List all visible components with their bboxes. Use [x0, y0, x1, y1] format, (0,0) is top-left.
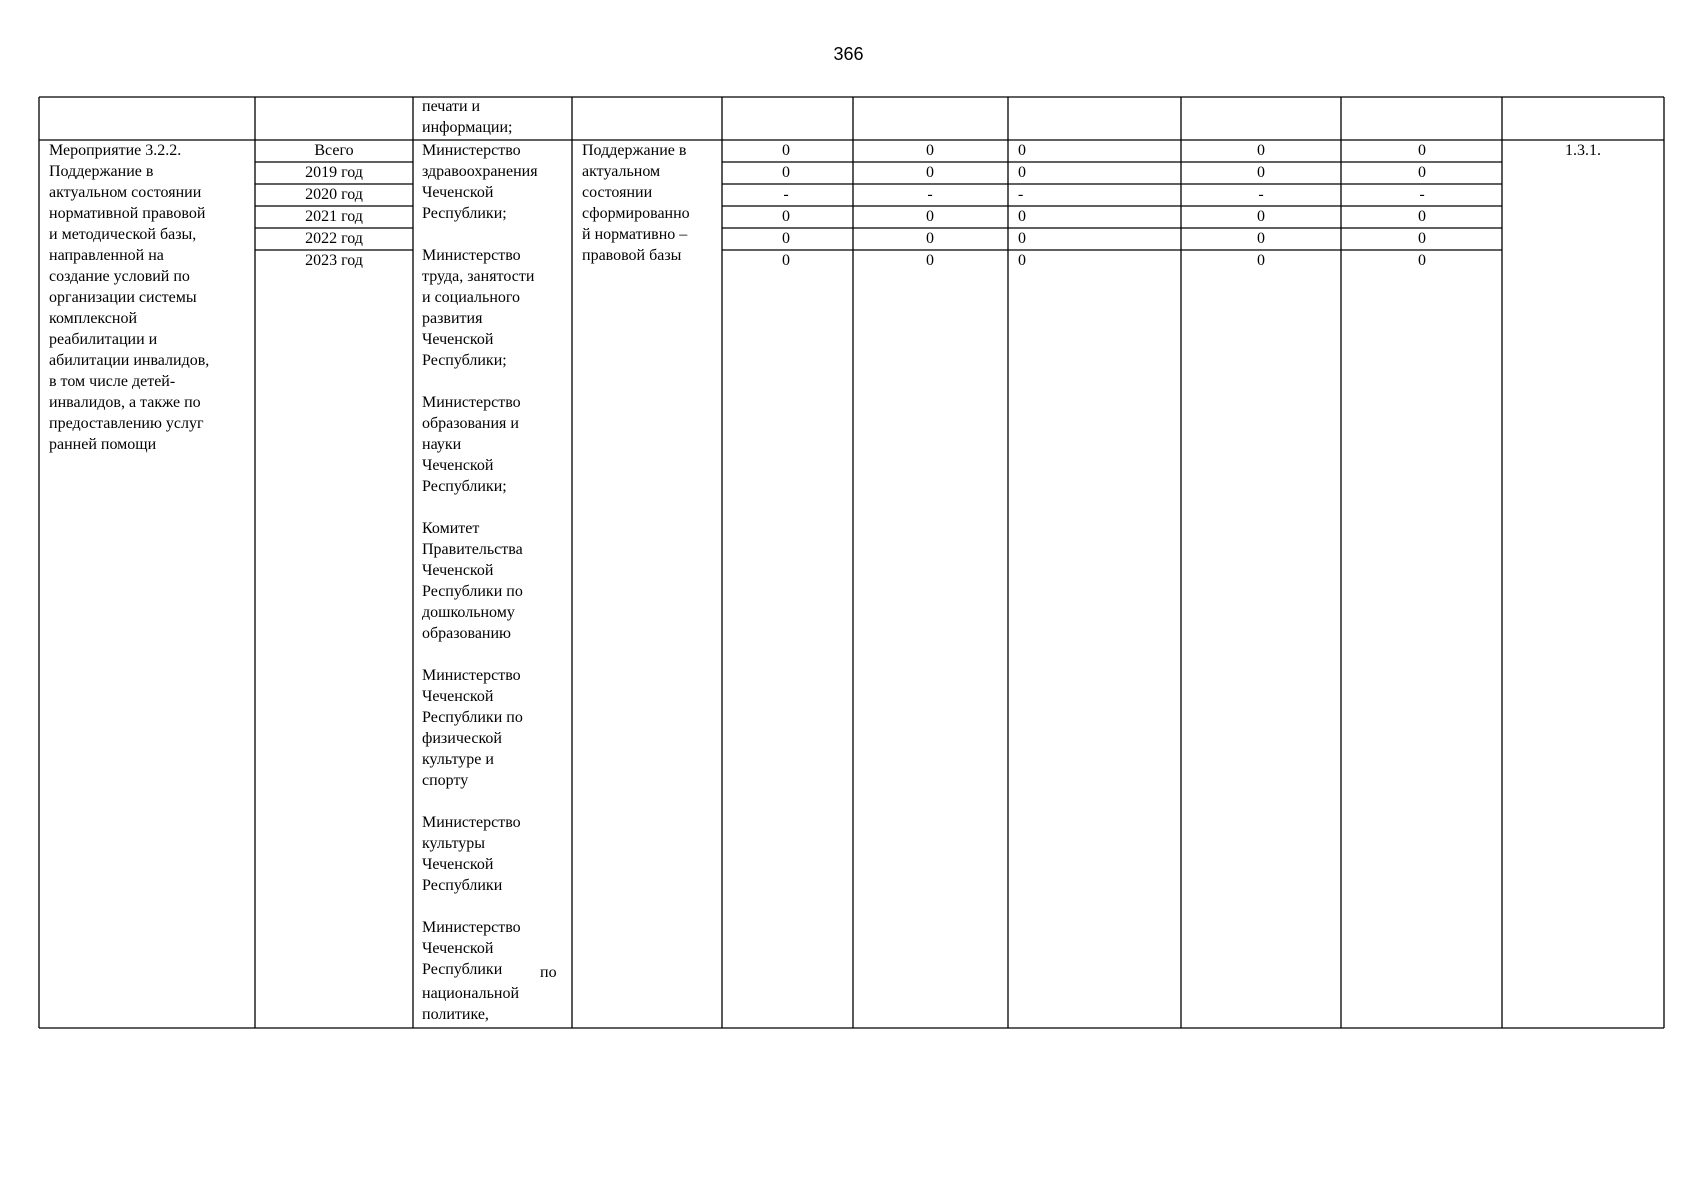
funding-cell: 0 [1257, 208, 1265, 225]
measure-name: Мероприятие 3.2.2. Поддержание в актуальном состоянии нормативной правовой и методической базы, направленной на создание условий по организации системы комплексной реабилитации и абилитации инвалидов, в том числе детей- инвалидов, а также по предоставлению услуг ранней помощи [49, 142, 210, 453]
executors-list: Министерство здравоохранения Чеченской Республики; Министерство труда, занятости и социального развития Чеченской Республики; Министерство образования и науки Чеченской Республики; Комитет Правительства Чеченской Республики по дошкольному образованию Министерство Чеченской Республики по физической культуре и спорту Министерство культуры Чеченской Республики Министерство Чеченской Республики [422, 142, 538, 978]
year-cell: 2020 год [305, 186, 363, 203]
funding-cell: 0 [926, 164, 934, 181]
funding-cell: 0 [926, 208, 934, 225]
funding-cell: 0 [782, 230, 790, 247]
expected-result: Поддержание в актуальном состоянии сформированно й нормативно – правовой базы [582, 142, 690, 264]
page-number: 366 [833, 44, 864, 64]
funding-cell: 0 [1418, 164, 1426, 181]
funding-cell: 0 [926, 252, 934, 269]
funding-cell: 0 [1018, 230, 1026, 247]
funding-cell: 0 [1257, 252, 1265, 269]
funding-cell: 0 [1018, 164, 1026, 181]
funding-cell: 0 [1018, 208, 1026, 225]
funding-cell: 0 [1257, 164, 1265, 181]
indicator-number: 1.3.1. [1565, 142, 1601, 159]
funding-cell: - [1258, 186, 1264, 203]
year-cell: Всего [314, 142, 354, 159]
funding-cell: 0 [782, 164, 790, 181]
funding-cell: - [927, 186, 933, 203]
funding-cell: 0 [1257, 230, 1265, 247]
funding-cell: 0 [782, 208, 790, 225]
funding-cell: 0 [1418, 230, 1426, 247]
prev-row-executor-tail: печати и информации; [422, 98, 513, 136]
funding-cell: 0 [782, 252, 790, 269]
funding-cell: 0 [1018, 142, 1026, 159]
funding-cell: - [783, 186, 789, 203]
funding-cell: 0 [1018, 252, 1026, 269]
funding-cell: - [1018, 186, 1024, 203]
year-cell: 2022 год [305, 230, 363, 247]
funding-cell: - [1419, 186, 1425, 203]
funding-cell: 0 [782, 142, 790, 159]
funding-cell: 0 [926, 142, 934, 159]
year-cell: 2021 год [305, 208, 363, 225]
funding-cell: 0 [926, 230, 934, 247]
year-cell: 2023 год [305, 252, 363, 269]
funding-cell: 0 [1257, 142, 1265, 159]
executors-tail: национальной политике, [422, 985, 519, 1023]
funding-cell: 0 [1418, 252, 1426, 269]
funding-cell: 0 [1418, 142, 1426, 159]
year-cell: 2019 год [305, 164, 363, 181]
executors-last-word: по [540, 964, 557, 981]
funding-cell: 0 [1418, 208, 1426, 225]
